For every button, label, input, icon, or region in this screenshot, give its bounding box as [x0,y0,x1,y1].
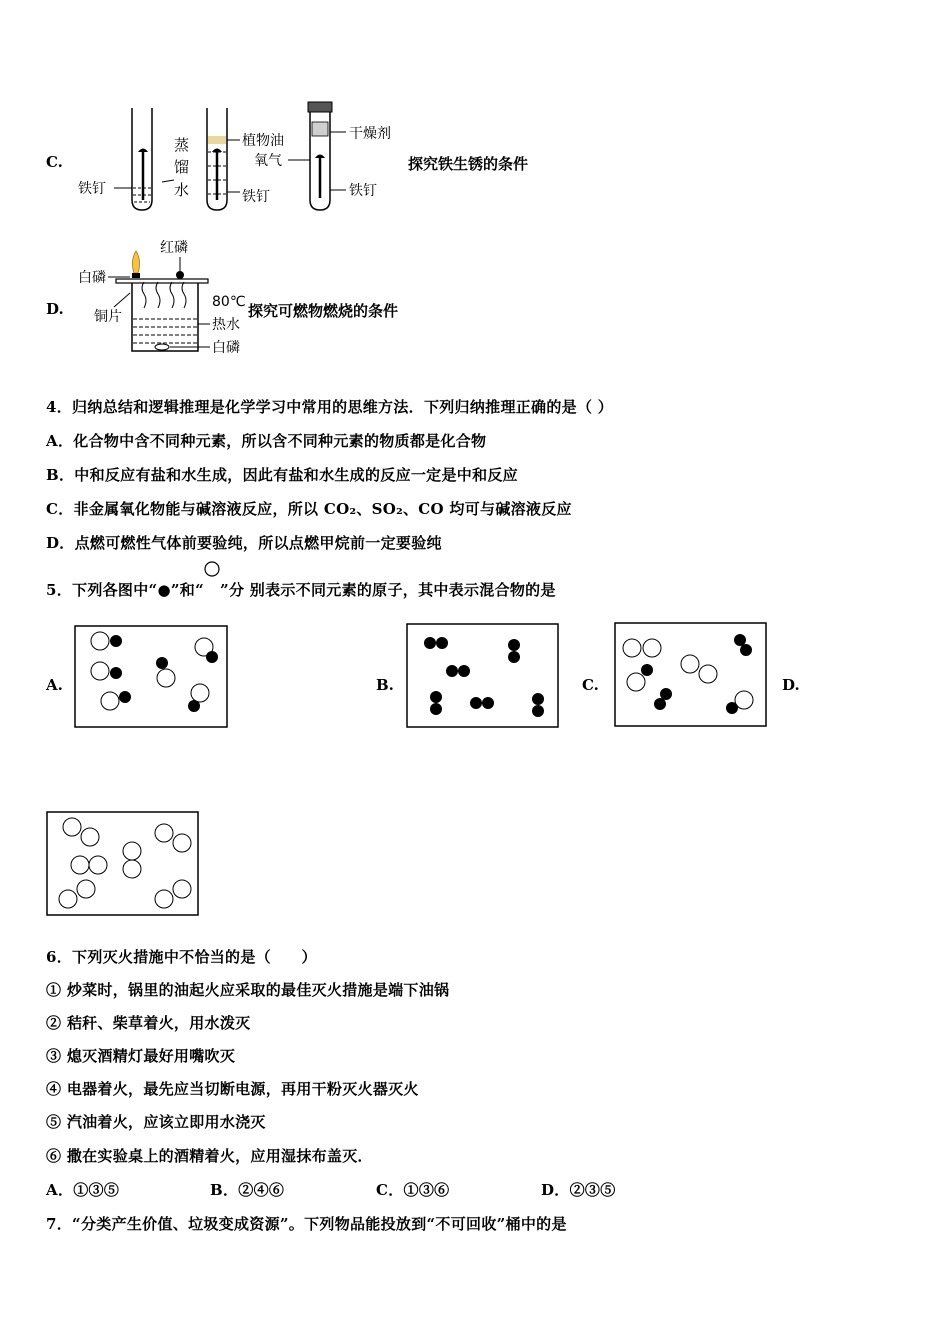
nail-head-1 [138,149,148,153]
rust-experiment-figure [74,100,419,215]
label-nail-3: 铁钉 [349,183,377,199]
q6-choice-b: B．②④⑥ [210,1181,285,1199]
q6-item-3: ③ 熄灭酒精灯最好用嘴吹灭 [46,1047,236,1065]
q4-option-c: C．非金属氧化物能与碱溶液反应，所以 CO₂、SO₂、CO 均可与碱溶液反应 [46,500,572,518]
q6-choice-d: D．②③⑤ [541,1181,616,1199]
option-c-caption: 探究铁生锈的条件 [408,155,529,173]
q6-item-2: ② 秸秆、柴草着火，用水泼灭 [46,1014,251,1032]
q6-item-4: ④ 电器着火，最先应当切断电源，再用干粉灭火器灭火 [46,1080,419,1098]
q6-choice-a: A．①③⑤ [46,1181,120,1199]
label-nail-1: 铁钉 [78,181,106,197]
label-desiccant: 干燥剂 [349,126,391,142]
rubber-stopper [308,102,332,112]
q4-option-a: A．化合物中含不同种元素，所以含不同种元素的物质都是化合物 [46,432,487,450]
q6-item-5: ⑤ 汽油着火，应该立即用水浇灭 [46,1113,266,1131]
label-hot-water: 热水 [212,317,240,333]
q6-item-6: ⑥ 撒在实验桌上的酒精着火，应用湿抹布盖灭． [46,1147,373,1165]
q5-box-a [74,625,229,729]
beaker [132,283,198,351]
label-red-phosphorus: 红磷 [160,240,188,256]
oil-layer [208,136,226,144]
q5-box-d [46,811,200,917]
q5-label-a: A. [46,676,63,694]
q5-box-c [614,622,768,728]
option-c-label: C. [46,153,63,171]
label-white-phosphorus-bottom: 白磷 [212,340,240,356]
q6-stem: 6．下列灭火措施中不恰当的是（ ） [46,948,317,966]
q5-stem-part2: ”分 别表示不同元素的原子，其中表示混合物的是 [220,581,556,599]
q5-stem-part1: 5．下列各图中“●”和“ [46,581,205,599]
label-white-phosphorus-top: 白磷 [78,270,106,286]
q7-stem: 7．“分类产生价值、垃圾变成资源”。下列物品能投放到“不可回收”桶中的是 [46,1215,567,1233]
label-temperature: 80℃ [212,294,246,310]
copper-plate [116,279,208,283]
combustion-figure [74,233,254,363]
option-d-caption: 探究可燃物燃烧的条件 [248,302,399,320]
desiccant-pack [312,122,328,136]
label-distilled-2: 馏 [174,158,190,176]
q6-item-1: ① 炒菜时，锅里的油起火应采取的最佳灭火措施是端下油锅 [46,981,450,999]
q4-option-d: D．点燃可燃性气体前要验纯，所以点燃甲烷前一定要验纯 [46,534,442,552]
open-circle-icon [204,581,220,599]
q5-label-d: D. [782,676,800,694]
label-oil: 植物油 [242,133,284,149]
label-oxygen: 氧气 [254,153,282,169]
option-d-label: D. [46,300,64,318]
q5-box-b [406,623,560,729]
label-distilled-1: 蒸 [174,136,190,154]
q4-option-b: B．中和反应有盐和水生成，因此有盐和水生成的反应一定是中和反应 [46,466,518,484]
label-distilled-3: 水 [174,181,190,199]
q5-label-b: B. [376,676,394,694]
q5-label-c: C. [582,676,599,694]
q6-choice-c: C．①③⑥ [376,1181,450,1199]
label-nail-2: 铁钉 [242,189,270,205]
q4-stem: 4．归纳总结和逻辑推理是化学学习中常用的思维方法．下列归纳推理正确的是（ ） [46,398,614,416]
q5-stem [46,579,556,600]
flame [132,251,139,273]
label-copper: 铜片 [94,309,122,325]
